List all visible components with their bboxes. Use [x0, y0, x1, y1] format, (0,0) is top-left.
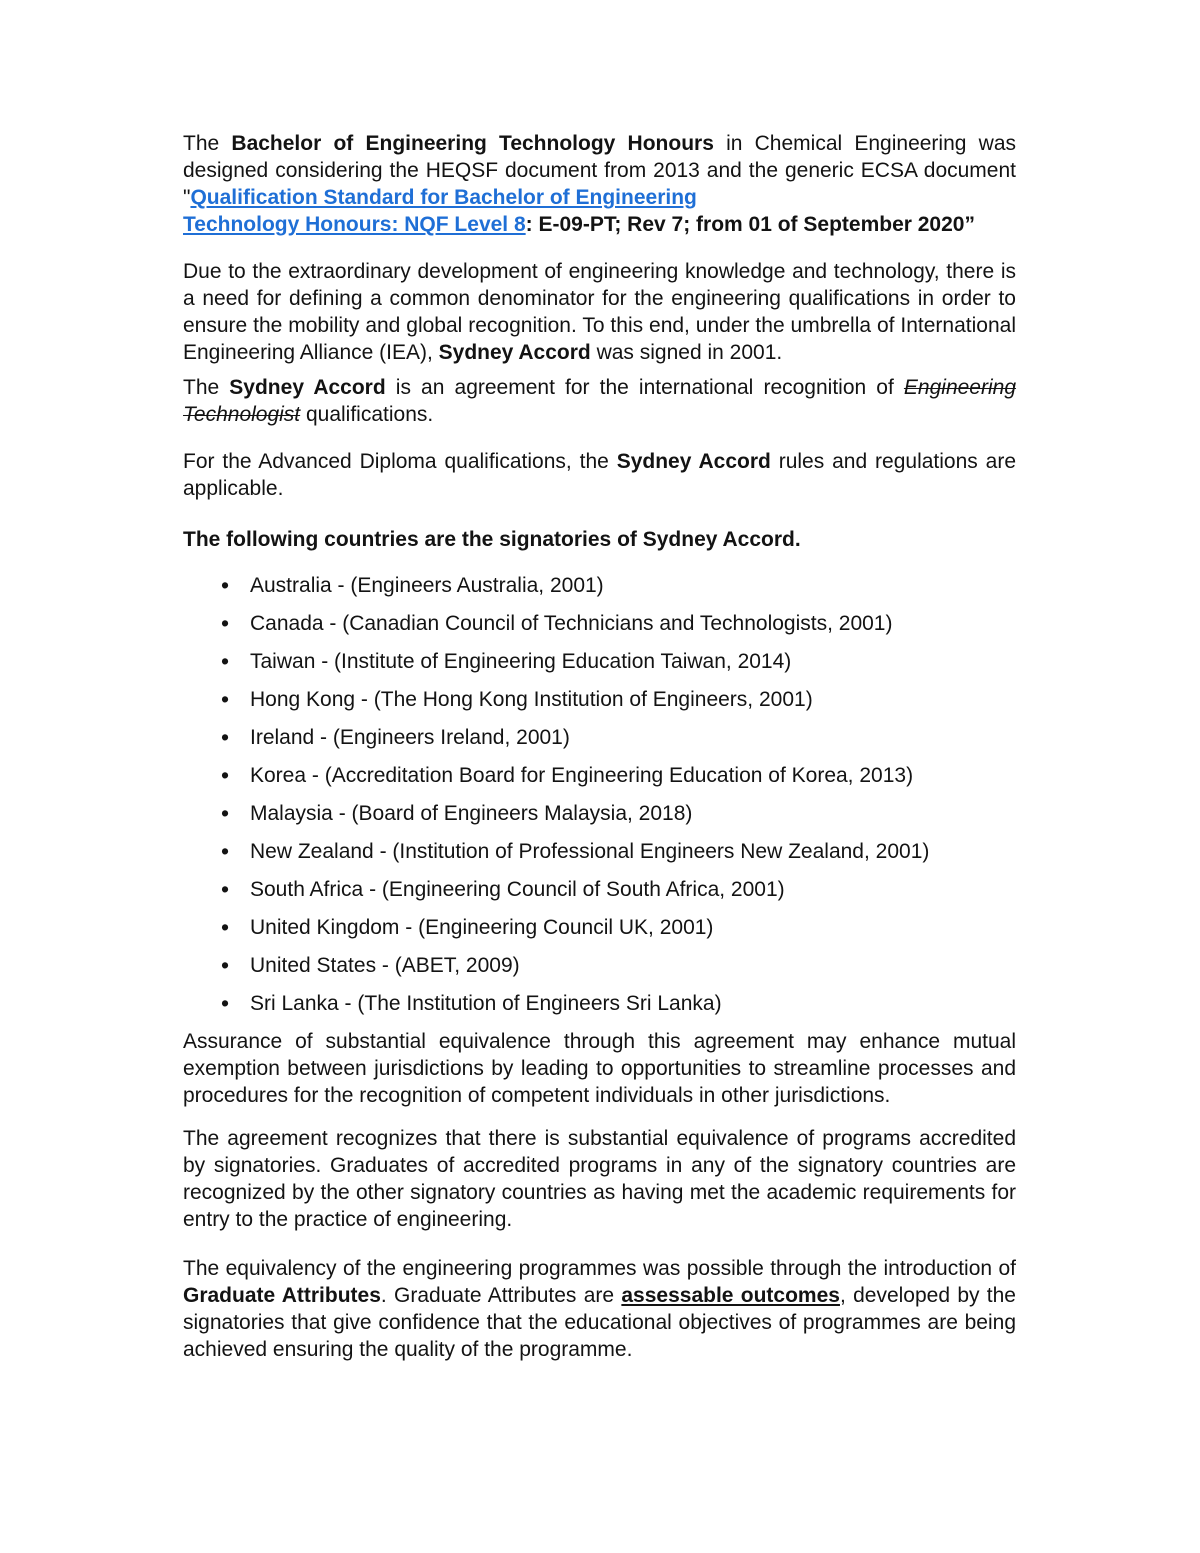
signatories-heading: The following countries are the signatories of Sydney Accord. [183, 528, 801, 551]
program-name-bold: Bachelor of Engineering Technology Honours [231, 132, 714, 155]
graduate-attributes-paragraph [183, 1255, 1016, 1363]
list-item-united-states: • United States - (ABET, 2009) [183, 952, 1016, 979]
mobility-body: Due to the extraordinary development of engineering knowledge and technology, there is a need for defining a common denominator for the engineering qualifications in order to ensure the mobility and global recognition. To this end, under the umbrella of International Engineering Alliance (IEA), [183, 260, 1016, 364]
list-item-malaysia: • Malaysia - (Board of Engineers Malaysia, 2018) [183, 800, 1016, 827]
advanced-diploma-paragraph [183, 448, 1016, 502]
intro-body: in Chemical Engineering was designed considering the HEQSF document from 2013 and the generic ECSA document " [183, 132, 1017, 209]
reference-line [183, 213, 975, 236]
definition-tail: qualifications. [300, 403, 434, 426]
advanced-diploma-lead: For the Advanced Diploma qualifications, the [183, 450, 617, 473]
list-item-south-africa: • South Africa - (Engineering Council of South Africa, 2001) [183, 876, 1016, 903]
definition-lead: The [183, 376, 230, 399]
list-item-canada: • Canada - (Canadian Council of Technicians and Technologists, 2001) [183, 610, 1016, 637]
list-item-sri-lanka: • Sri Lanka - (The Institution of Engineers Sri Lanka) [183, 990, 1016, 1017]
signatories-list [183, 572, 1016, 1017]
equivalency-mid: . Graduate Attributes are [380, 1284, 622, 1307]
list-item-ireland: • Ireland - (Engineers Ireland, 2001) [183, 724, 1016, 751]
mobility-paragraph [183, 258, 1016, 366]
intro-paragraph [183, 130, 1016, 238]
advanced-diploma-tail: rules and regulations are applicable. [183, 450, 1017, 500]
sydney-accord-bold: Sydney Accord [616, 450, 771, 473]
list-item-new-zealand: • New Zealand - (Institution of Professional Engineers New Zealand, 2001) [183, 838, 1016, 865]
assurance-paragraph: Assurance of substantial equivalence through this agreement may enhance mutual exemption between jurisdictions by leading to opportunities to streamline processes and procedures for the recognition of competent individuals in other jurisdictions. [183, 1030, 1016, 1107]
document-body [183, 130, 1016, 1363]
mobility-tail: was signed in 2001. [590, 341, 783, 364]
reference-code-bold: : E-09-PT; Rev 7; from 01 of September 2020” [525, 213, 975, 236]
qualification-standard-link-continued[interactable]: Technology Honours: NQF Level 8 [183, 213, 526, 236]
assessable-outcomes-bold-underline: assessable outcomes [621, 1284, 840, 1307]
definition-mid: is an agreement for the international recognition of [385, 376, 904, 399]
sydney-accord-bold: Sydney Accord [438, 341, 591, 364]
agreement-recognition-paragraph: The agreement recognizes that there is substantial equivalence of programs accredited by signatories. Graduates of accredited programs in any of the signatory countries are recognized by the other signatory countries as having met the academic requirements for entry to the practice of engineering. [183, 1127, 1016, 1231]
equivalency-lead: The equivalency of the engineering programmes was possible through the introduction of [183, 1257, 1016, 1280]
list-item-hong-kong: • Hong Kong - (The Hong Kong Institution of Engineers, 2001) [183, 686, 1016, 713]
engineering-technologist-italic: Engineering Technologist [183, 376, 1017, 426]
list-item-korea: • Korea - (Accreditation Board for Engineering Education of Korea, 2013) [183, 762, 1016, 789]
sydney-accord-bold: Sydney Accord [229, 376, 386, 399]
list-item-taiwan: • Taiwan - (Institute of Engineering Education Taiwan, 2014) [183, 648, 1016, 675]
equivalency-tail: , developed by the signatories that give confidence that the educational objectives of programmes are being achieved ensuring the quality of the programme. [183, 1284, 1016, 1361]
intro-lead: The [183, 132, 232, 155]
list-item-australia: • Australia - (Engineers Australia, 2001) [183, 572, 1016, 599]
qualification-standard-link[interactable]: Qualification Standard for Bachelor of Engineering [190, 186, 697, 209]
accord-definition-paragraph [183, 374, 1016, 428]
list-item-united-kingdom: • United Kingdom - (Engineering Council UK, 2001) [183, 914, 1016, 941]
graduate-attributes-bold: Graduate Attributes [183, 1284, 381, 1307]
